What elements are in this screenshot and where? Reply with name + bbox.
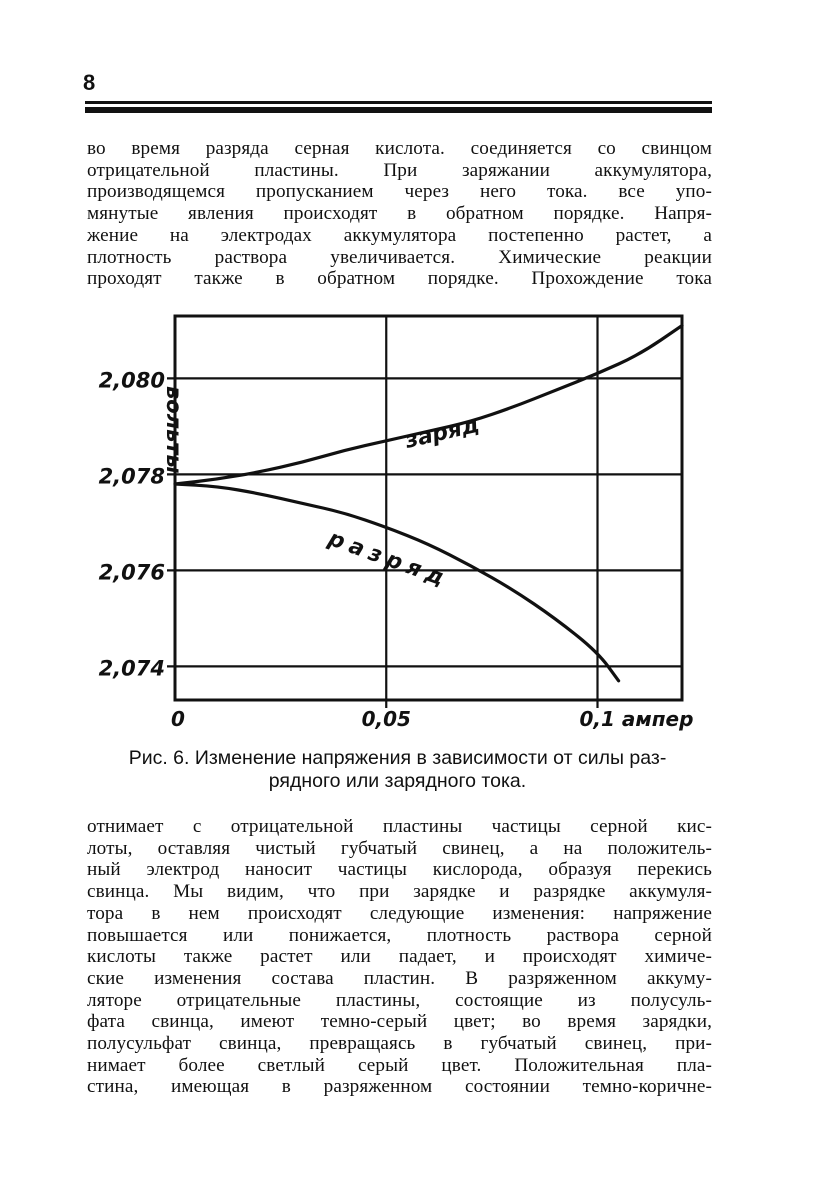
- y-axis-label: вольты: [162, 386, 186, 474]
- text-line: ный электрод наносит частицы кислорода, образуя перекись: [87, 859, 712, 881]
- charge-curve: [175, 326, 682, 484]
- text-line: свинца. Мы видим, что при зарядке и разрядке аккумуля-: [87, 881, 712, 903]
- text-line: кислоты также растет или падает, и происходят химиче-: [87, 946, 712, 968]
- text-line: плотность раствора увеличивается. Химические реакции: [87, 246, 712, 268]
- y-tick-label: 2,078: [98, 464, 165, 489]
- chart-canvas: [95, 298, 715, 738]
- plot-frame: [175, 316, 682, 700]
- y-tick-label: 2,074: [98, 656, 165, 681]
- text-line: полусульфат свинца, превращаясь в губчатый свинец, при-: [87, 1033, 712, 1055]
- text-line: нимает более светлый серый цвет. Положительная пла-: [87, 1054, 712, 1076]
- voltage-current-chart: [95, 298, 715, 738]
- text-line: во время разряда серная кислота. соединяется со свинцом: [87, 138, 712, 159]
- y-tick-label: 2,080: [98, 368, 165, 393]
- header-rule-thin: [85, 101, 712, 104]
- series-label-discharge: разряд: [324, 526, 453, 594]
- y-tick-label: 2,076: [98, 560, 165, 585]
- text-line: ские изменения состава пластин. В разряженном аккуму-: [87, 967, 712, 989]
- text-line: повышается или понижается, плотность раствора серной: [87, 924, 712, 946]
- paragraph-top: [87, 138, 712, 290]
- paragraph-bottom: [87, 816, 712, 1098]
- text-line: фата свинца, имеют темно-серый цвет; во время зарядки,: [87, 1011, 712, 1033]
- header-rule-thick: [85, 107, 712, 113]
- text-line: ляторе отрицательные пластины, состоящие из полусуль-: [87, 989, 712, 1011]
- text-line: жение на электродах аккумулятора постепенно растет, а: [87, 224, 712, 246]
- text-line: отрицательной пластины. При заряжании аккумулятора,: [87, 159, 712, 181]
- x-tick-label: 0,1 ампер: [579, 707, 694, 731]
- text-line: производящемся пропусканием через него тока. все упо-: [87, 181, 712, 203]
- text-line: проходят также в обратном порядке. Прохождение тока: [87, 268, 712, 290]
- caption-line: Рис. 6. Изменение напряжения в зависимости от силы раз-: [128, 747, 667, 769]
- text-line: лоты, оставляя чистый губчатый свинец, а на положитель-: [87, 837, 712, 859]
- page-number: 8: [83, 70, 96, 95]
- x-tick-label: 0,05: [361, 707, 411, 731]
- text-line: мянутые явления происходят в обратном порядке. Напря-: [87, 203, 712, 225]
- text-line: отнимает с отрицательной пластины частицы серной кис-: [87, 816, 712, 837]
- series-label-charge: заряд: [402, 412, 482, 454]
- figure-caption: [85, 747, 710, 793]
- x-tick-label: 0: [171, 707, 185, 731]
- text-line: тора в нем происходят следующие изменения: напряжение: [87, 902, 712, 924]
- caption-line: рядного или зарядного тока.: [268, 770, 527, 792]
- text-line: стина, имеющая в разряженном состоянии темно-коричне-: [87, 1076, 712, 1098]
- discharge-curve: [175, 484, 619, 681]
